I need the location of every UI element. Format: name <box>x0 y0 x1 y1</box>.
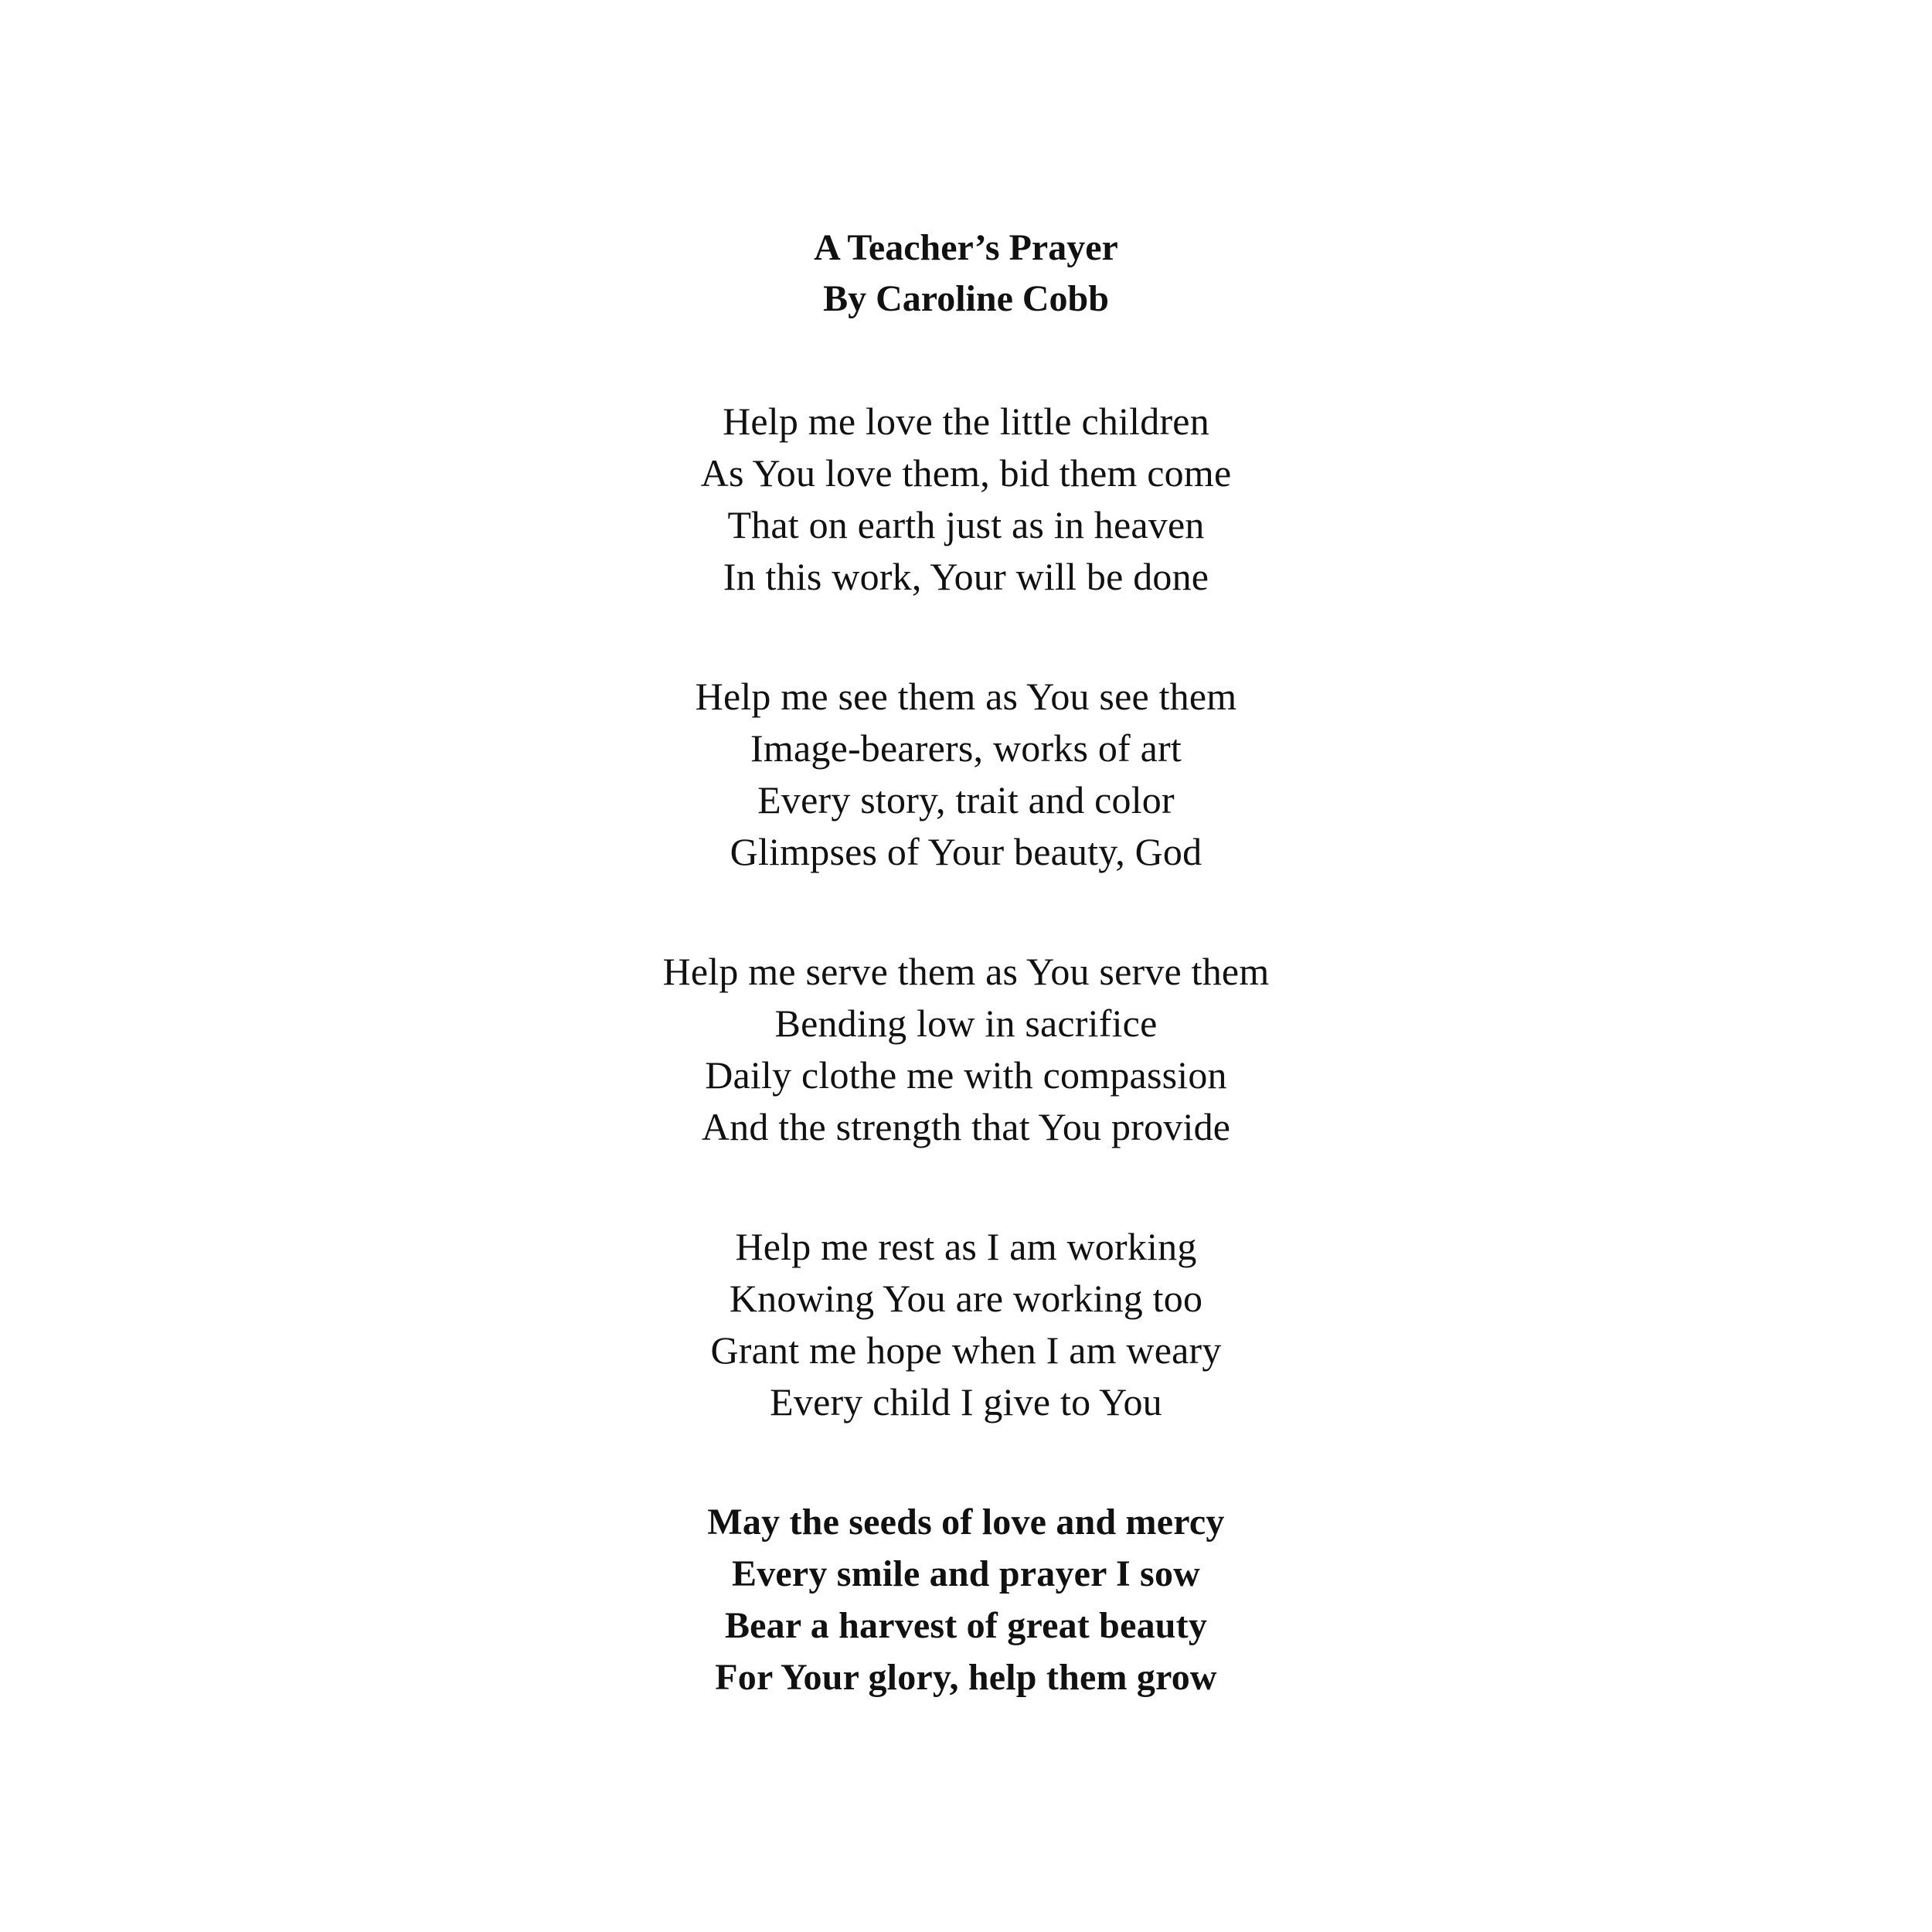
stanza-line: Daily clothe me with compassion <box>705 1053 1227 1097</box>
stanza-3 <box>0 946 1932 1153</box>
stanza-line: For Your glory, help them grow <box>715 1657 1217 1698</box>
stanza-line: Help me serve them as You serve them <box>662 950 1270 993</box>
stanza-line: As You love them, bid them come <box>700 451 1232 495</box>
poem-title: A Teacher’s Prayer <box>814 227 1118 268</box>
stanza-line: Help me rest as I am working <box>735 1225 1197 1268</box>
stanza-line: In this work, Your will be done <box>723 555 1209 598</box>
stanza-4 <box>0 1221 1932 1428</box>
stanza-line: Every smile and prayer I sow <box>731 1553 1201 1594</box>
stanza-5-chorus <box>0 1496 1932 1703</box>
stanza-line: Every story, trait and color <box>757 778 1175 821</box>
stanza-line: Bear a harvest of great beauty <box>724 1605 1208 1646</box>
stanza-line: Every child I give to You <box>770 1380 1162 1423</box>
title-block <box>0 223 1932 325</box>
stanza-1 <box>0 396 1932 603</box>
poem <box>0 223 1932 1771</box>
stanza-line: May the seeds of love and mercy <box>707 1502 1225 1543</box>
stanza-line: Help me see them as You see them <box>695 675 1237 718</box>
stanza-line: And the strength that You provide <box>701 1105 1231 1148</box>
stanza-line: Image-bearers, works of art <box>750 726 1182 770</box>
stanza-line: Glimpses of Your beauty, God <box>730 830 1202 873</box>
stanza-line: Help me love the little children <box>723 400 1209 443</box>
stanza-line: Grant me hope when I am weary <box>710 1328 1222 1372</box>
stanza-line: Knowing You are working too <box>729 1277 1203 1320</box>
stanza-2 <box>0 671 1932 878</box>
poem-byline: By Caroline Cobb <box>823 278 1109 319</box>
stanza-line: That on earth just as in heaven <box>727 503 1205 546</box>
stanza-line: Bending low in sacrifice <box>774 1002 1158 1045</box>
